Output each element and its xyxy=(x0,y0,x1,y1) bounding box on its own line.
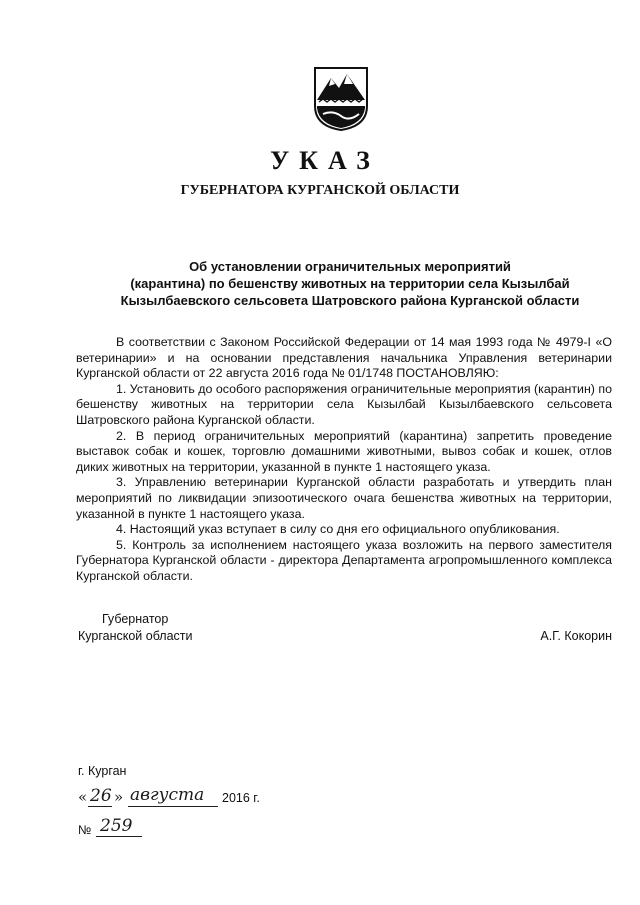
date-close-quote: » xyxy=(114,788,124,806)
number-label: № xyxy=(78,823,92,837)
clause-4: 4. Настоящий указ вступает в силу со дня его официального опубликования. xyxy=(116,522,560,537)
clause-1: 1. Установить до особого распоряжения ограничительные мероприятия (карантин) по бешенству животных на территории села Кызылбай Кызылбаевского сельсовета Шатровского района Курганской области. xyxy=(76,381,612,427)
clause-2: 2. В период ограничительных мероприятий (карантина) запретить проведение выставок собак и кошек, торговлю домашними животными, вывоз собак и кошек, отлов диких животных на территории, указанной в пункте 1 настоящего указа. xyxy=(76,428,612,474)
day-underline xyxy=(88,806,112,807)
month-underline xyxy=(128,806,218,807)
issue-place: г. Курган xyxy=(78,764,127,778)
clause-3: 3. Управлению ветеринарии Курганской области разработать и утвердить план мероприятий по ликвидации эпизоотического очага бешенства животных на территории, указанной в пункте 1 настоящего указа. xyxy=(76,475,612,521)
document-subtitle: ГУБЕРНАТОРА КУРГАНСКОЙ ОБЛАСТИ xyxy=(180,183,460,198)
signatory-region: Курганской области xyxy=(78,629,193,643)
date-day: 26 xyxy=(90,786,112,806)
kurgan-coat-of-arms-icon xyxy=(313,66,369,132)
signatory-name: А.Г. Кокорин xyxy=(540,629,612,643)
decree-number xyxy=(78,818,278,842)
clause-5: 5. Контроль за исполнением настоящего указа возложить на первого заместителя Губернатора Курганской области - директора Департамента агропромышленного комплекса Курганской области. xyxy=(76,537,612,583)
signatory-position: Губернатор xyxy=(102,612,169,626)
heading-line: Кызылбаевского сельсовета Шатровского района Курганской области xyxy=(120,293,580,308)
issue-date xyxy=(78,786,338,810)
date-year: 2016 г. xyxy=(222,791,260,805)
number-underline xyxy=(96,836,142,837)
heading-line: Об установлении ограничительных мероприятий xyxy=(189,259,511,274)
preamble-paragraph: В соответствии с Законом Российской Федерации от 14 мая 1993 года № 4979-I «О ветеринарии» и на основании представления начальника Управления ветеринарии Курганской области от 22 августа 2016 года № 01/1748 ПОСТАНОВЛЯЮ: xyxy=(76,335,612,381)
number-value: 259 xyxy=(100,816,133,836)
decree-body xyxy=(76,335,612,585)
date-month: августа xyxy=(130,785,205,805)
document-title: УКАЗ xyxy=(270,146,380,175)
decree-heading xyxy=(60,258,640,309)
date-open-quote: « xyxy=(78,788,88,806)
heading-line: (карантина) по бешенству животных на территории села Кызылбай xyxy=(130,276,570,291)
